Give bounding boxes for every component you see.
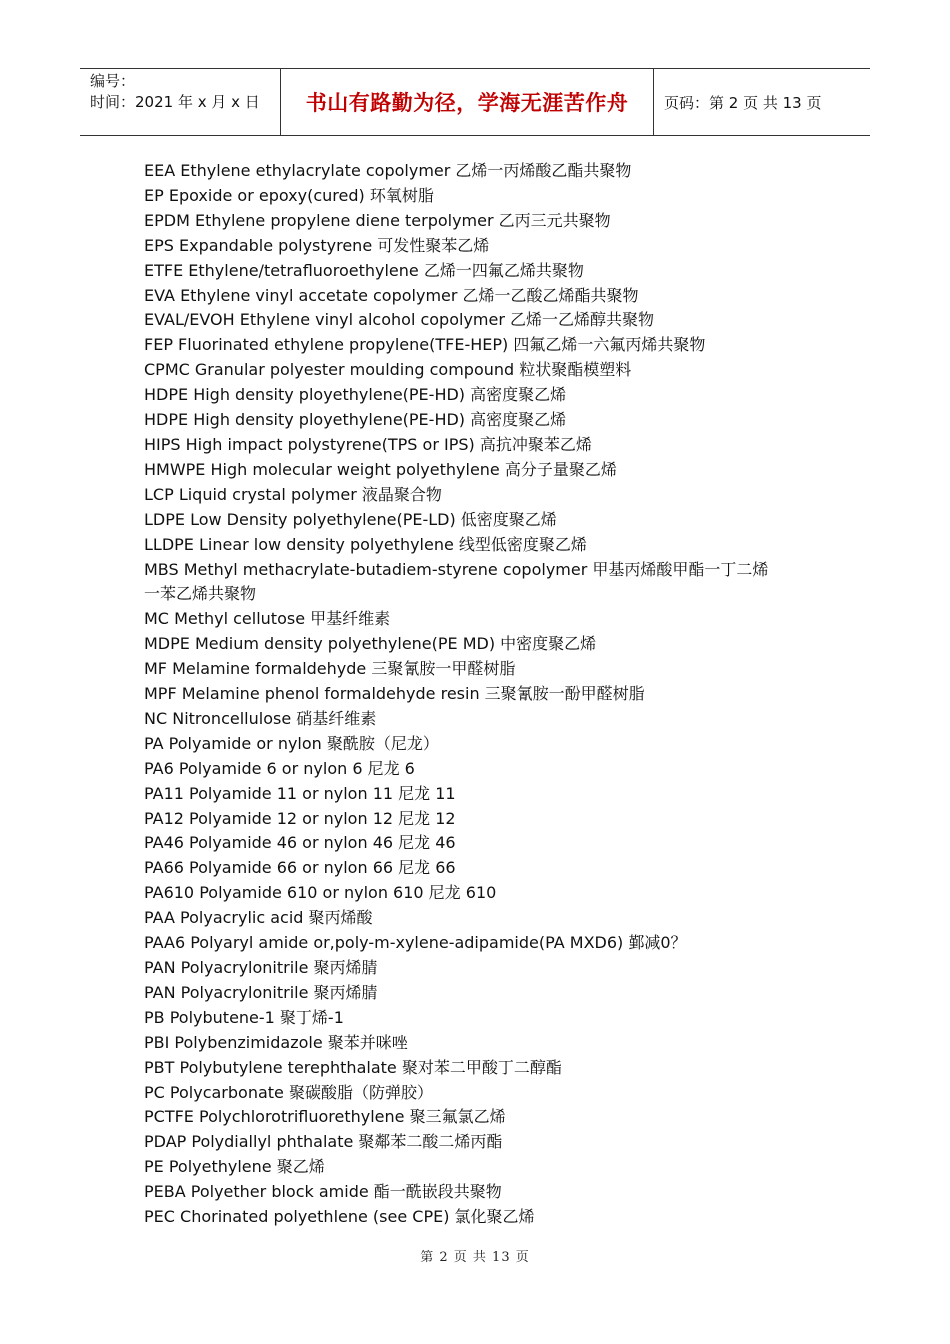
glossary-entry: LDPE Low Density polyethylene(PE-LD) 低密度聚乙烯: [144, 509, 557, 529]
glossary-entry: PC Polycarbonate 聚碳酸脂（防弹胶）: [144, 1082, 433, 1102]
glossary-entry: PB Polybutene-1 聚丁烯-1: [144, 1007, 344, 1027]
glossary-entry: PAN Polyacrylonitrile 聚丙烯腈: [144, 958, 378, 977]
time-label: 时间：2021 年 x 月 x 日: [90, 93, 260, 111]
page-label: 页码：第 2 页 共 13 页: [664, 93, 822, 112]
glossary-entry: CPMC Granular polyester moulding compound 粒状聚酯模塑料: [144, 360, 632, 380]
glossary-entry: EPS Expandable polystyrene 可发性聚苯乙烯: [144, 235, 490, 255]
glossary-entry: MDPE Medium density polyethylene(PE MD) 中密度聚乙烯: [144, 634, 597, 654]
glossary-entry: EPDM Ethylene propylene diene terpolymer 乙丙三元共聚物: [144, 210, 611, 230]
glossary-entry: MC Methyl cellutose 甲基纤维素: [144, 609, 391, 629]
glossary-entry: PCTFE Polychlorotrifluorethylene 聚三氟氯乙烯: [144, 1107, 506, 1127]
glossary-entry: PBT Polybutylene terephthalate 聚对苯二甲酸丁二醇酯: [144, 1057, 562, 1077]
glossary-entry: HDPE High density ployethylene(PE-HD) 高密度聚乙烯: [144, 410, 567, 430]
glossary-entry: PEC Chorinated polyethlene (see CPE) 氯化聚乙烯: [144, 1207, 535, 1227]
page-header: [80, 68, 870, 136]
glossary-entry: MF Melamine formaldehyde 三聚氰胺一甲醛树脂: [144, 659, 516, 679]
glossary-list: [144, 159, 824, 1230]
glossary-entry: PBI Polybenzimidazole 聚苯并咪唑: [144, 1032, 408, 1052]
glossary-entry: PA12 Polyamide 12 or nylon 12 尼龙 12: [144, 808, 456, 828]
glossary-entry: PA610 Polyamide 610 or nylon 610 尼龙 610: [144, 883, 497, 903]
glossary-entry: HDPE High density ployethylene(PE-HD) 高密度聚乙烯: [144, 385, 567, 405]
glossary-entry: PA66 Polyamide 66 or nylon 66 尼龙 66: [144, 858, 456, 878]
glossary-entry: FEP Fluorinated ethylene propylene(TFE-HEP) 四氟乙烯一六氟丙烯共聚物: [144, 335, 706, 355]
glossary-entry: PA46 Polyamide 46 or nylon 46 尼龙 46: [144, 833, 456, 853]
glossary-entry: HMWPE High molecular weight polyethylene 高分子量聚乙烯: [144, 459, 617, 479]
glossary-entry: LCP Liquid crystal polymer 液晶聚合物: [144, 484, 442, 504]
glossary-entry: PA6 Polyamide 6 or nylon 6 尼龙 6: [144, 758, 415, 778]
glossary-entry: PA11 Polyamide 11 or nylon 11 尼龙 11: [144, 783, 456, 803]
header-page-cell: [654, 69, 870, 135]
glossary-entry: LLDPE Linear low density polyethylene 线型低密度聚乙烯: [144, 534, 587, 554]
glossary-entry: PAA6 Polyaryl amide or,poly-m-xylene-adipamide(PA MXD6) 鄞减0？: [144, 933, 687, 953]
glossary-entry: PA Polyamide or nylon 聚酰胺（尼龙）: [144, 733, 439, 753]
glossary-entry: PAA Polyacrylic acid 聚丙烯酸: [144, 908, 373, 928]
glossary-entry: EEA Ethylene ethylacrylate copolymer 乙烯一丙烯酸乙酯共聚物: [144, 161, 632, 180]
glossary-entry: PDAP Polydiallyl phthalate 聚鄰苯二酸二烯丙酯: [144, 1132, 503, 1152]
number-label: 编号：: [90, 72, 136, 90]
header-motto-cell: [281, 69, 654, 135]
page-footer: 第 2 页 共 13 页: [420, 1250, 530, 1265]
glossary-entry: HIPS High impact polystyrene(TPS or IPS) 高抗冲聚苯乙烯: [144, 434, 592, 454]
header-meta: [80, 69, 281, 135]
glossary-entry: PE Polyethylene 聚乙烯: [144, 1157, 325, 1177]
glossary-entry: ETFE Ethylene/tetrafluoroethylene 乙烯一四氟乙烯共聚物: [144, 260, 584, 280]
glossary-entry: EVAL/EVOH Ethylene vinyl alcohol copolymer 乙烯一乙烯醇共聚物: [144, 310, 655, 330]
glossary-entry: PEBA Polyether block amide 酯一酰嵌段共聚物: [144, 1182, 502, 1202]
glossary-entry: PAN Polyacrylonitrile 聚丙烯腈: [144, 982, 378, 1002]
glossary-entry: EP Epoxide or epoxy(cured) 环氧树脂: [144, 185, 434, 205]
glossary-entry: NC Nitroncellulose 硝基纤维素: [144, 708, 377, 728]
glossary-entry: EVA Ethylene vinyl accetate copolymer 乙烯一乙酸乙烯酯共聚物: [144, 285, 639, 305]
glossary-entry: MPF Melamine phenol formaldehyde resin 三聚氰胺一酚甲醛树脂: [144, 684, 645, 704]
header-motto: 书山有路勤为径，学海无涯苦作舟: [305, 90, 629, 115]
glossary-entry: MBS Methyl methacrylate-butadiem-styrene copolymer 甲基丙烯酸甲酯一丁二烯 一苯乙烯共聚物: [144, 559, 769, 604]
